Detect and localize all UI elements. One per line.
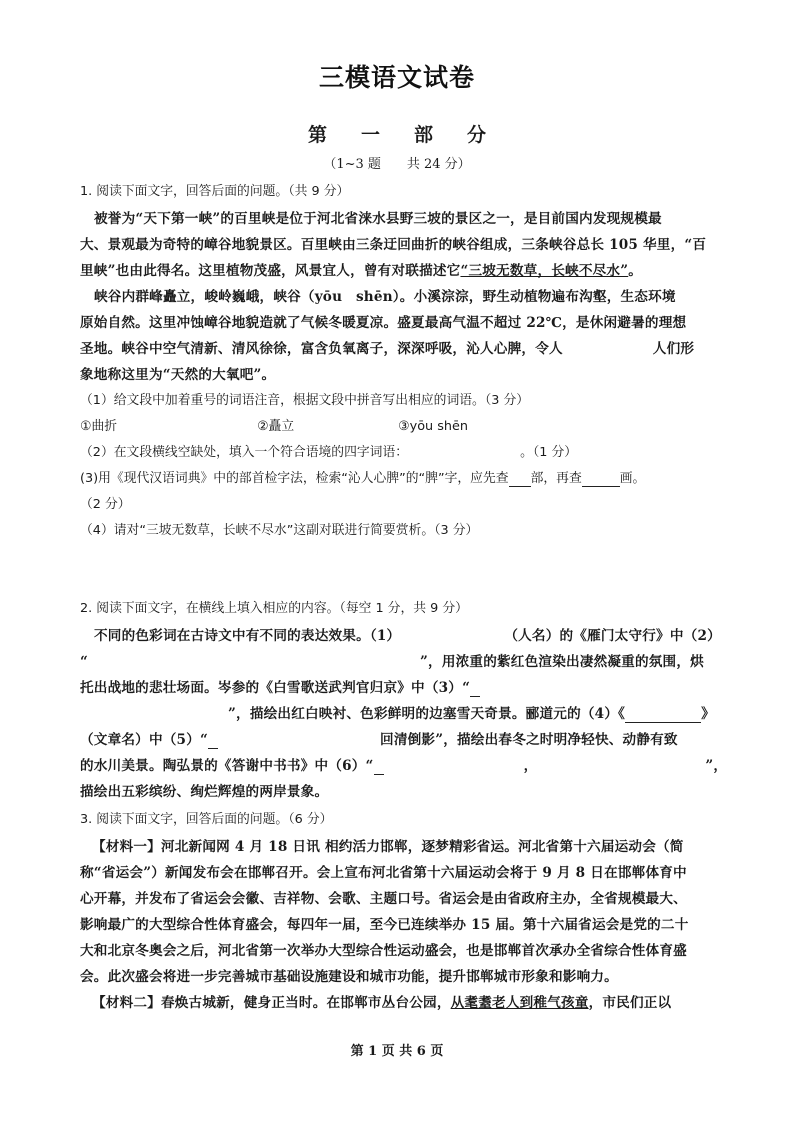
- q2-line5-a: （文章名）中（5）“: [80, 732, 209, 748]
- q2-line7: 描绘出五彩缤纷、绚烂辉煌的两岸景象。: [80, 784, 329, 800]
- q1-sub3-mid: 部，再查: [530, 471, 582, 486]
- q2-line2: [80, 650, 720, 670]
- q3-line6: 会。此次盛会将进一步完善城市基础设施建设和城市功能，提升邯郸城市形象和影响力。: [80, 969, 618, 985]
- q2-line1-a: 不同的色彩词在古诗文中有不同的表达效果。（1）: [94, 628, 401, 644]
- q2-line1: [94, 624, 734, 644]
- answer-blank[interactable]: [625, 706, 701, 723]
- q1-sub3-end: 画。: [619, 471, 646, 486]
- page-footer: 第 1 页 共 6 页: [350, 1044, 444, 1059]
- q1-p2-line3: [80, 337, 720, 357]
- q2-line5-b: 回清倒影”，描绘出春冬之时明净轻快、动静有致: [380, 732, 678, 748]
- q3-line4: 影响最广的大型综合性体育盛会，每四年一届，至今已连续举办 15 届。第十六届省运会是党的二十: [80, 917, 689, 933]
- answer-blank[interactable]: [582, 471, 620, 487]
- q3-line1: 【材料一】河北新闻网 4 月 18 日讯 相约活力邯郸，逐梦精彩省运。河北省第十六届运动会（简: [92, 839, 684, 855]
- q3-line7: [92, 991, 732, 1011]
- part-subtitle: （1~3 题 共 24 分）: [323, 157, 471, 172]
- q1-p1-line1: 被誉为“天下第一峡”的百里峡是位于河北省涞水县野三坡的景区之一，是目前国内发现规模最: [94, 211, 662, 227]
- q1-p1-line3: [80, 259, 720, 279]
- q1-sub3: [80, 467, 720, 487]
- q2-line5: [80, 728, 720, 749]
- q3-line7-a: 【材料二】春焕古城新，健身正当时。在邯郸市丛台公园，: [92, 995, 451, 1011]
- item-3: ③yōu shēn: [398, 419, 468, 434]
- answer-blank[interactable]: [294, 419, 322, 434]
- part-char: 分: [467, 124, 487, 146]
- q1-sub3-score: （2 分）: [80, 497, 131, 512]
- q1-sub4: （4）请对“三坡无数草，长峡不尽水”这副对联进行简要赏析。（3 分）: [80, 523, 479, 538]
- q2-line3: [80, 676, 720, 697]
- q1-p2-line4: 象地称这里为“天然的大氧吧”。: [80, 367, 276, 383]
- answer-blank[interactable]: [509, 471, 531, 487]
- part-char: 部: [414, 124, 434, 146]
- answer-blank[interactable]: [374, 758, 384, 775]
- q2-line1-b: （人名）的《雁门太守行》中（2）: [504, 628, 721, 644]
- q2-line6-c: ”，: [705, 758, 728, 774]
- q2-line2-a: “: [80, 654, 89, 670]
- item-2: ②矗立: [257, 419, 295, 434]
- part-char: 一: [360, 124, 380, 146]
- couplet-underlined: “三坡无数草，长峡不尽水”: [460, 263, 629, 279]
- q1-heading: 1. 阅读下面文字，回答后面的问题。（共 9 分）: [80, 184, 350, 199]
- q1-sub2-text: （2）在文段横线空缺处，填入一个符合语境的四字词语：: [80, 445, 409, 460]
- q1-p2-line2: 原始自然。这里冲蚀嶂谷地貌造就了气候冬暖夏凉。盛夏最高气温不超过 22℃，是休闲避暑的理想: [80, 315, 687, 331]
- q1-sub1: （1）给文段中加着重号的词语注音，根据文段中拼音写出相应的词语。（3 分）: [80, 393, 530, 408]
- q1-sub2: [80, 441, 720, 460]
- q2-line4: [228, 702, 722, 723]
- q1-sub1-items: [80, 415, 720, 434]
- q3-line3: 心开幕，并发布了省运会会徽、吉祥物、会歌、主题口号。省运会是由省政府主办，全省规模最大、: [80, 891, 687, 907]
- item-1: ①曲折: [80, 419, 118, 434]
- q1-p2-line3-end: 人们形: [652, 341, 695, 357]
- q3-line2: 称“省运会”）新闻发布会在邯郸召开。会上宣布河北省第十六届运动会将于 9 月 8 日在邯郸体育中: [80, 865, 687, 881]
- q1-p2-line3-text: 圣地。峡谷中空气清新、清风徐徐，富含负氧离子，深深呼吸，沁人心脾，令人: [80, 341, 563, 357]
- q2-line6-b: ，: [523, 758, 538, 774]
- q2-line3-text: 托出战地的悲壮场面。岑参的《白雪歌送武判官归京》中（3）“: [80, 680, 471, 696]
- q2-line6-a: 的水川美景。陶弘景的《答谢中书书》中（6）“: [80, 758, 374, 774]
- answer-blank[interactable]: [470, 680, 480, 697]
- q2-line4-text: ”，描绘出红白映衬、色彩鲜明的边塞雪天奇景。郦道元的（4）《: [228, 706, 626, 722]
- q1-p1-line3-text: 里峡”也由此得名。这里植物茂盛，风景宜人，曾有对联描述它: [80, 263, 461, 279]
- q3-line5: 大和北京冬奥会之后，河北省第一次举办大型综合性运动盛会，也是邯郸首次承办全省综合性体育盛: [80, 943, 687, 959]
- q2-line4-end: 》: [701, 706, 715, 722]
- q2-line6: [80, 754, 728, 775]
- q2-line2-b: ”，用浓重的紫红色渲染出凄然凝重的氛围，烘: [420, 654, 704, 670]
- answer-blank[interactable]: [208, 732, 218, 749]
- underlined-phrase: 从耄耋老人到稚气孩童: [450, 995, 589, 1011]
- exam-title: 三模语文试卷: [318, 63, 475, 92]
- q3-heading: 3. 阅读下面文字，回答后面的问题。（6 分）: [80, 812, 333, 827]
- q1-p1-line3-end: 。: [628, 263, 643, 279]
- q1-p2-line1: 峡谷内群峰矗立，峻岭巍峨，峡谷（yōu shēn）。小溪淙淙，野生动植物遍布沟壑，生态环境: [94, 289, 676, 305]
- q1-p1-line2: 大、景观最为奇特的嶂谷地貌景区。百里峡由三条迂回曲折的峡谷组成，三条峡谷总长 105 华里，“百: [80, 237, 707, 253]
- part-char: 第: [307, 124, 327, 146]
- q1-sub3-text: (3)用《现代汉语词典》中的部首检字法，检索“沁人心脾”的“脾”字，应先查: [80, 471, 509, 486]
- q3-line7-b: ，市民们正以: [588, 995, 672, 1011]
- part-heading: [0, 120, 794, 147]
- q2-heading: 2. 阅读下面文字，在横线上填入相应的内容。（每空 1 分，共 9 分）: [80, 601, 468, 616]
- q1-sub2-end: 。（1 分）: [520, 445, 578, 460]
